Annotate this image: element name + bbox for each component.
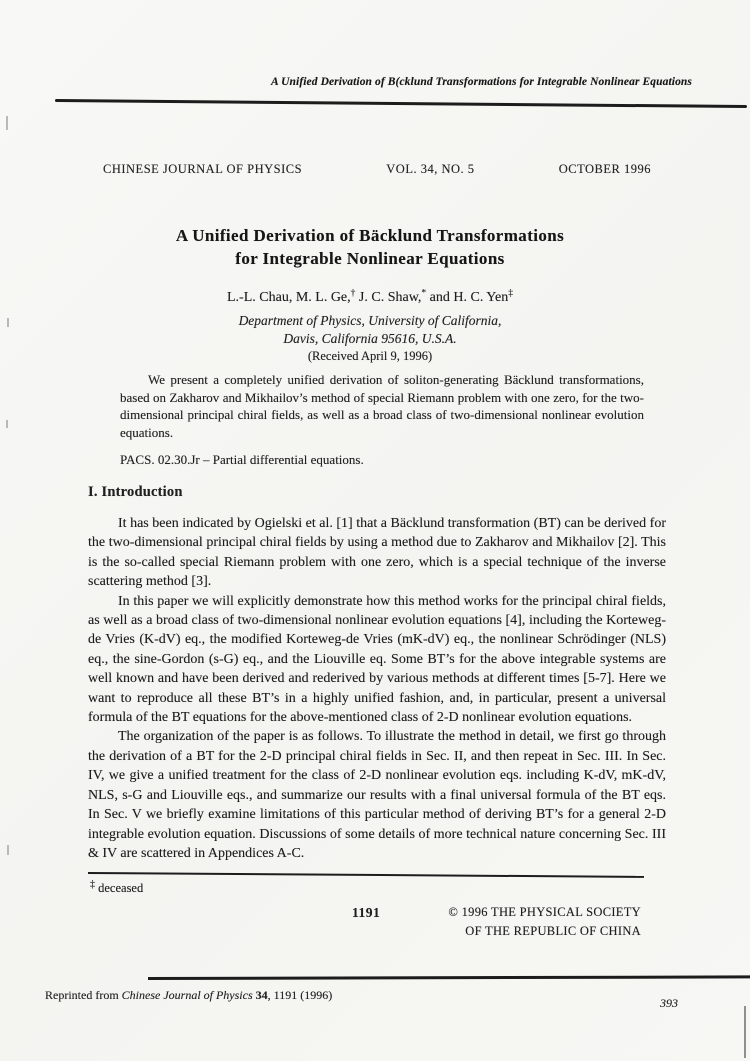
affiliation-line-1: Department of Physics, University of California, — [238, 313, 502, 328]
introduction-body — [88, 514, 666, 863]
dagger-footnote-mark: † — [350, 288, 356, 299]
double-dagger-footnote-mark: ‡ — [90, 879, 95, 890]
reprint-prefix: Reprinted from — [45, 988, 122, 1002]
scan-artifact — [6, 420, 8, 428]
author-line — [0, 290, 740, 306]
paragraph: In this paper we will explicitly demonstrate how this method works for the principal chiral fields, as well as a broad class of two-dimensional nonlinear evolution equations [4], including the Korteweg-de Vries (K-dV) eq., the modified Korteweg-de Vries (mK-dV) eq., the nonlinear Schrödinger (NLS) eq., the sine-Gordon (s-G) eq., and the Liouville eq. Some BT’s for the above integrable systems are well known and have been derived and rederived by various methods at different times [5-7]. Here we want to reproduce all these BT’s in a highly unified fashion, and, in particular, present a universal formula of the BT equations for the above-mentioned class of 2-D nonlinear evolution equations. — [88, 593, 666, 726]
page-number: 1191 — [352, 905, 381, 920]
footnote-rule — [88, 872, 644, 878]
author-names: and H. C. Yen — [426, 290, 509, 305]
footer-rule — [148, 975, 750, 980]
reprint-journal-name: Chinese Journal of Physics — [121, 988, 256, 1002]
copyright-line-1: © 1996 THE PHYSICAL SOCIETY — [448, 905, 641, 919]
running-head: A Unified Derivation of B(cklund Transformations for Integrable Nonlinear Equations — [271, 76, 692, 88]
paragraph: The organization of the paper is as follows. To illustrate the method in detail, we first go through the derivation of a BT for the 2-D principal chiral fields in Sec. II, and then repeat in Sec. III. In Sec. IV, we give a unified treatment for the class of 2-D nonlinear evolution eqs. including K-dV, mK-dV, NLS, s-G and Liouville eqs., and summarize our results with a final universal formula of the BT eqs. In Sec. V we briefly examine limitations of this particular method of deriving BT’s for a general 2-D integrable evolution equation. Discussions of some details of more technical nature concerning Sec. III & IV are scattered in Appendices A-C. — [88, 729, 666, 861]
scan-artifact — [7, 845, 9, 855]
masthead — [103, 162, 651, 177]
author-names: J. C. Shaw, — [355, 290, 422, 305]
article-title — [0, 224, 740, 270]
abstract: We present a completely unified derivation of soliton-generating Bäcklund transformations, based on Zakharov and Mikhailov’s method of special Riemann problem with one zero, for the two-dimensional principal chiral fields, as well as a broad class of two-dimensional nonlinear evolution equations. — [120, 372, 644, 440]
header-rule — [55, 99, 747, 108]
reprint-pages: , 1191 (1996) — [267, 988, 333, 1002]
journal-name: CHINESE JOURNAL OF PHYSICS — [103, 162, 303, 176]
double-dagger-footnote-mark: ‡ — [508, 288, 513, 299]
title-line-1: A Unified Derivation of Bäcklund Transformations — [175, 226, 565, 245]
affiliation-line-2: Davis, California 95616, U.S.A. — [283, 330, 457, 346]
paragraph: It has been indicated by Ogielski et al. [1] that a Bäcklund transformation (BT) can be derived for the two-dimensional principal chiral fields by using a method due to Zakharov and Mikhailov [2]. This is the so-called special Riemann problem with one zero, which is a special technique of the inverse scattering method [3]. — [88, 516, 666, 590]
footnote-text: deceased — [95, 881, 144, 896]
volume-issue: VOL. 34, NO. 5 — [386, 162, 475, 176]
copyright-notice — [448, 903, 641, 941]
issue-date: OCTOBER 1996 — [558, 162, 651, 176]
scan-artifact — [744, 1006, 746, 1058]
reprint-volume: 34 — [255, 988, 268, 1002]
affiliation — [0, 312, 740, 347]
section-heading-introduction: I. Introduction — [88, 484, 183, 500]
title-line-2: for Integrable Nonlinear Equations — [235, 249, 505, 268]
received-date: (Received April 9, 1996) — [307, 349, 433, 363]
reprint-citation — [45, 988, 332, 1003]
asterisk-footnote-mark: * — [421, 288, 427, 299]
scan-artifact — [7, 318, 9, 327]
reprint-folio-number: 393 — [660, 996, 678, 1010]
scan-artifact — [6, 116, 8, 130]
footnote-deceased — [90, 879, 143, 896]
author-names: L.-L. Chau, M. L. Ge, — [227, 290, 351, 305]
copyright-line-2: OF THE REPUBLIC OF CHINA — [465, 924, 641, 938]
pacs-line: PACS. 02.30.Jr – Partial differential equations. — [120, 452, 364, 467]
